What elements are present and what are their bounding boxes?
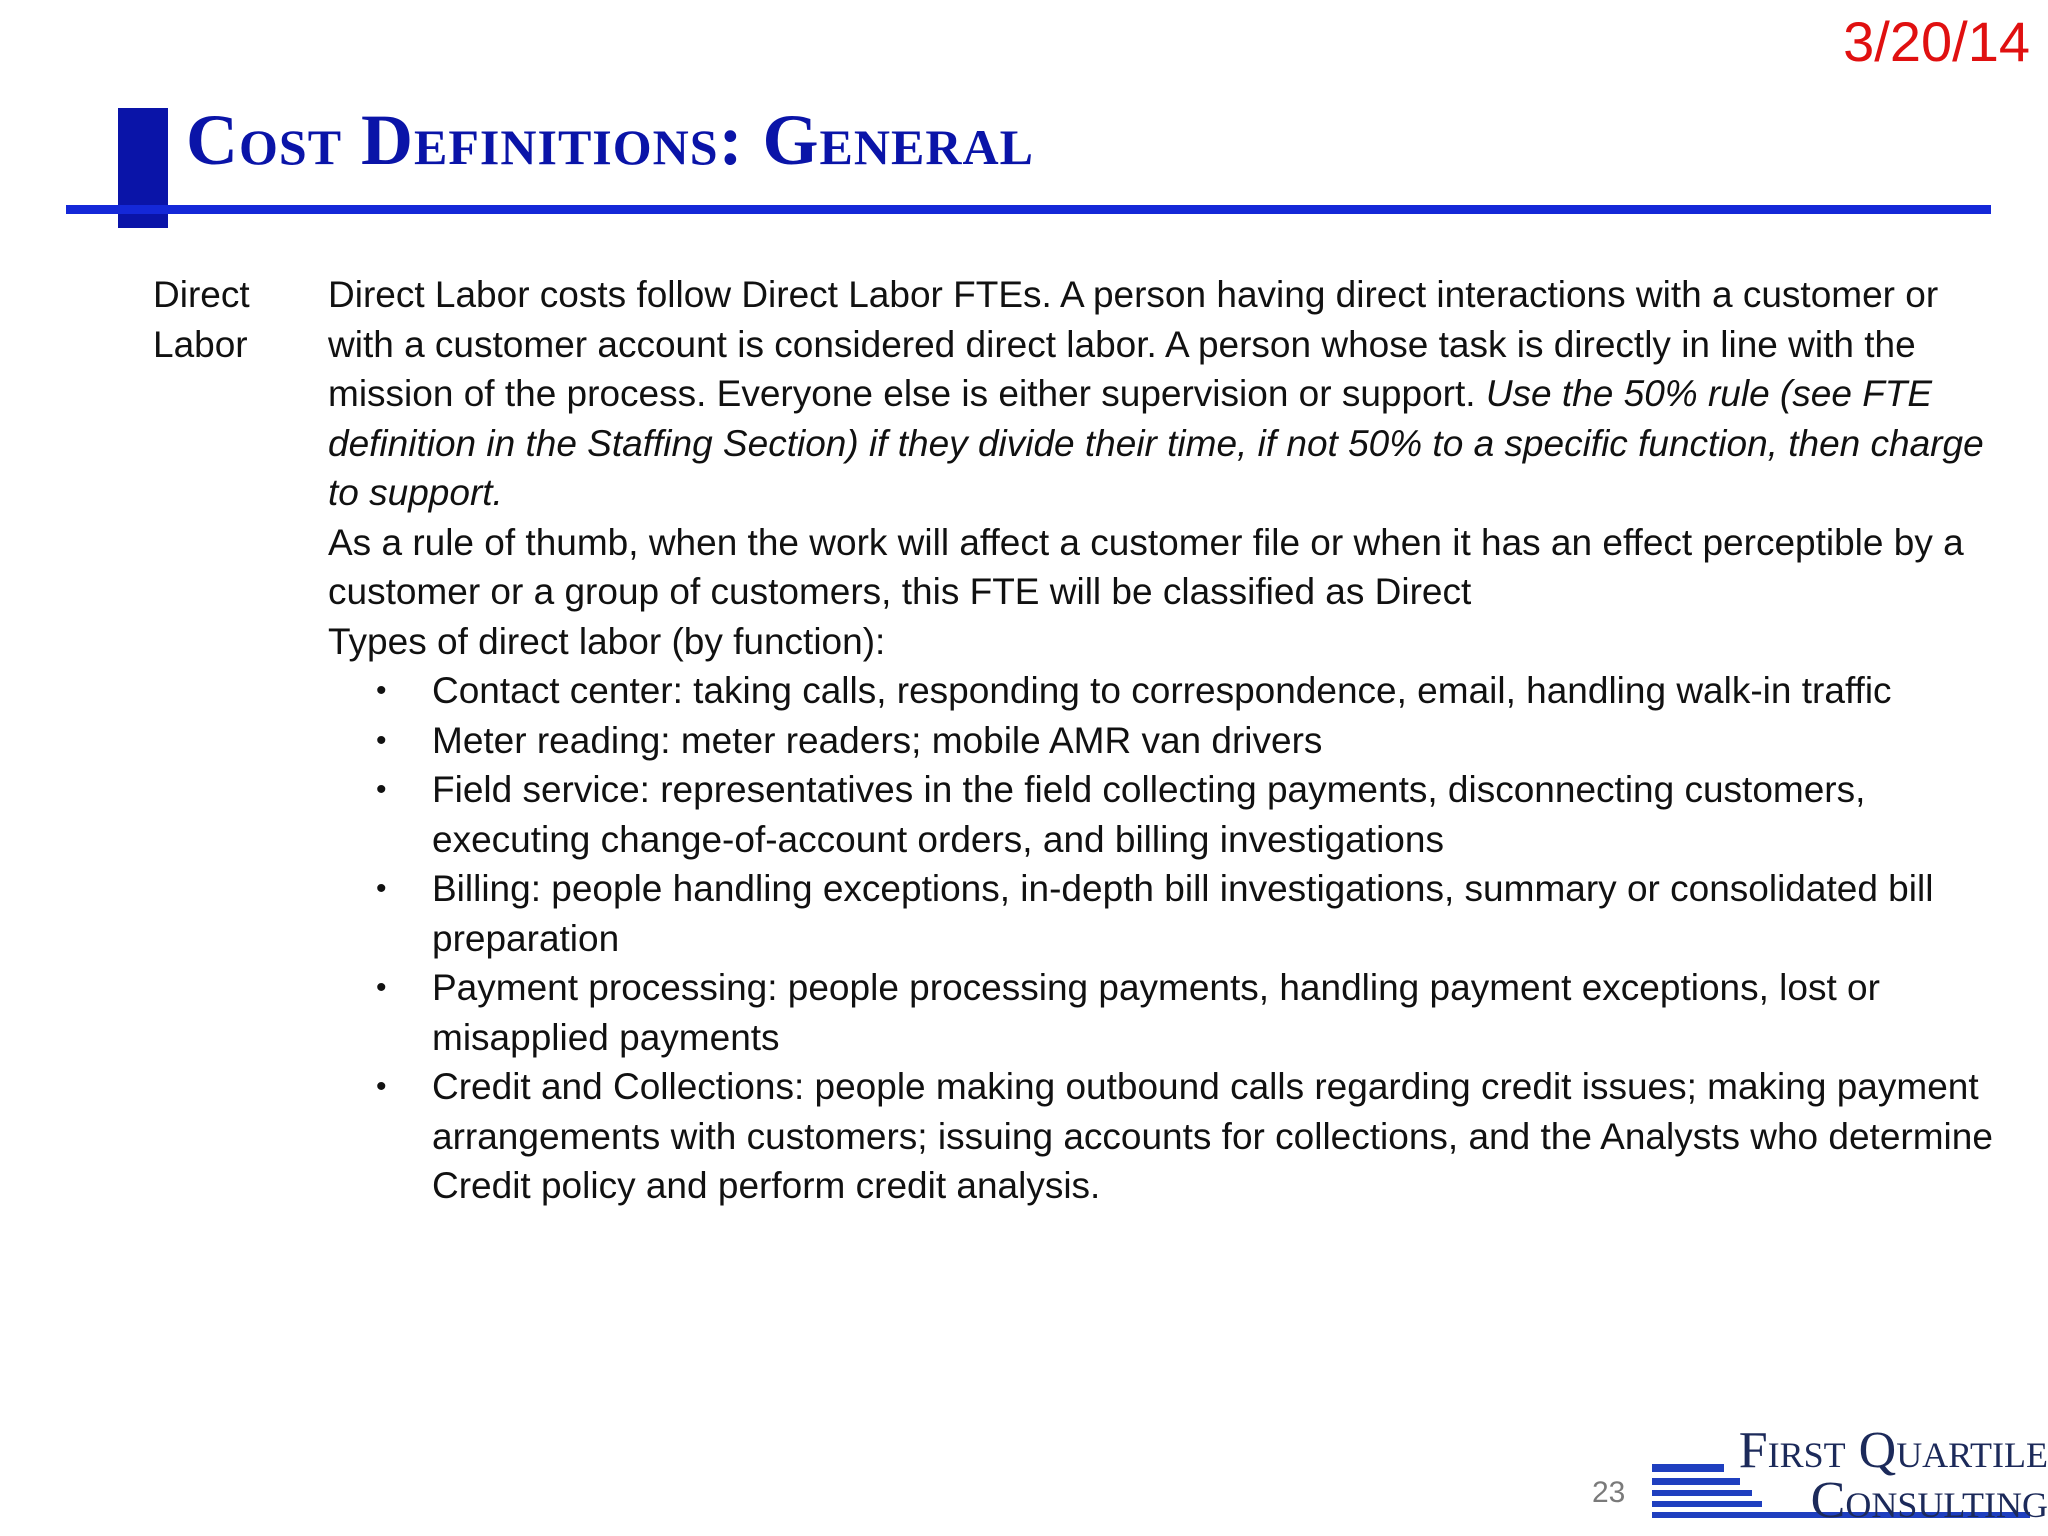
list-item — [376, 963, 2008, 1062]
list-item — [376, 864, 2008, 963]
list-item — [376, 765, 2008, 864]
list-item — [376, 666, 2008, 716]
list-item-text: Meter reading: meter readers; mobile AMR van drivers — [432, 719, 1323, 761]
page-number: 23 — [1592, 1476, 1626, 1509]
list-item-text: Credit and Collections: people making outbound calls regarding credit issues; making payment arrangements with customers; issuing accounts for collections, and the Analysts who determine Credit policy and perform credit analysis. — [432, 1066, 1993, 1206]
list-item-text: Contact center: taking calls, responding to correspondence, email, handling walk-in traffic — [432, 670, 1892, 711]
list-item-text: Billing: people handling exceptions, in-depth bill investigations, summary or consolidated bill preparation — [432, 868, 1934, 959]
list-item-text: Payment processing: people processing payments, handling payment exceptions, lost or misapplied payments — [432, 967, 1880, 1058]
bullet-icon: • — [376, 723, 387, 757]
slide-title: Cost Definitions: General — [186, 100, 1034, 180]
types-heading: Types of direct labor (by function): — [328, 620, 886, 662]
logo-line: First Quartile — [1738, 1422, 2048, 1479]
title-underline-rule — [66, 205, 1991, 214]
list-item-text: Field service: representatives in the field collecting payments, disconnecting customers, executing change-of-account orders, and billing investigations — [432, 769, 1866, 860]
intro-text: Direct Labor costs follow Direct Labor FTEs. A person having direct interactions with a customer or with a customer account is considered direct labor. A person whose task is directly in line with the mission of the process. Everyone else is either supervision or support. — [328, 274, 1939, 414]
rule-of-thumb-paragraph: As a rule of thumb, when the work will affect a customer file or when it has an effect perceptible by a customer or a group of customers, this FTE will be classified as Direct — [328, 521, 1964, 612]
term-line: Labor — [153, 323, 248, 365]
logo-line: Consulting — [1810, 1471, 2048, 1529]
bullet-icon: • — [376, 872, 387, 905]
intro-paragraph — [328, 270, 2008, 518]
intro-italic-note: Use the 50% rule (see FTE definition in the Staffing Section) if they divide their time, if not 50% to a specific function, then charge to support. — [328, 373, 1984, 513]
bullet-icon: • — [376, 1070, 387, 1103]
company-logo — [1718, 1422, 2048, 1529]
definition-body — [328, 270, 2008, 1211]
bullet-icon: • — [376, 674, 387, 707]
slide-date: 3/20/14 — [1843, 10, 2030, 73]
list-item — [376, 716, 2008, 766]
list-item — [376, 1062, 2008, 1211]
direct-labor-types-list — [328, 666, 2008, 1211]
definition-term — [153, 270, 250, 369]
bullet-icon: • — [376, 971, 387, 1004]
bullet-icon: • — [376, 773, 387, 806]
term-line: Direct — [153, 274, 250, 315]
